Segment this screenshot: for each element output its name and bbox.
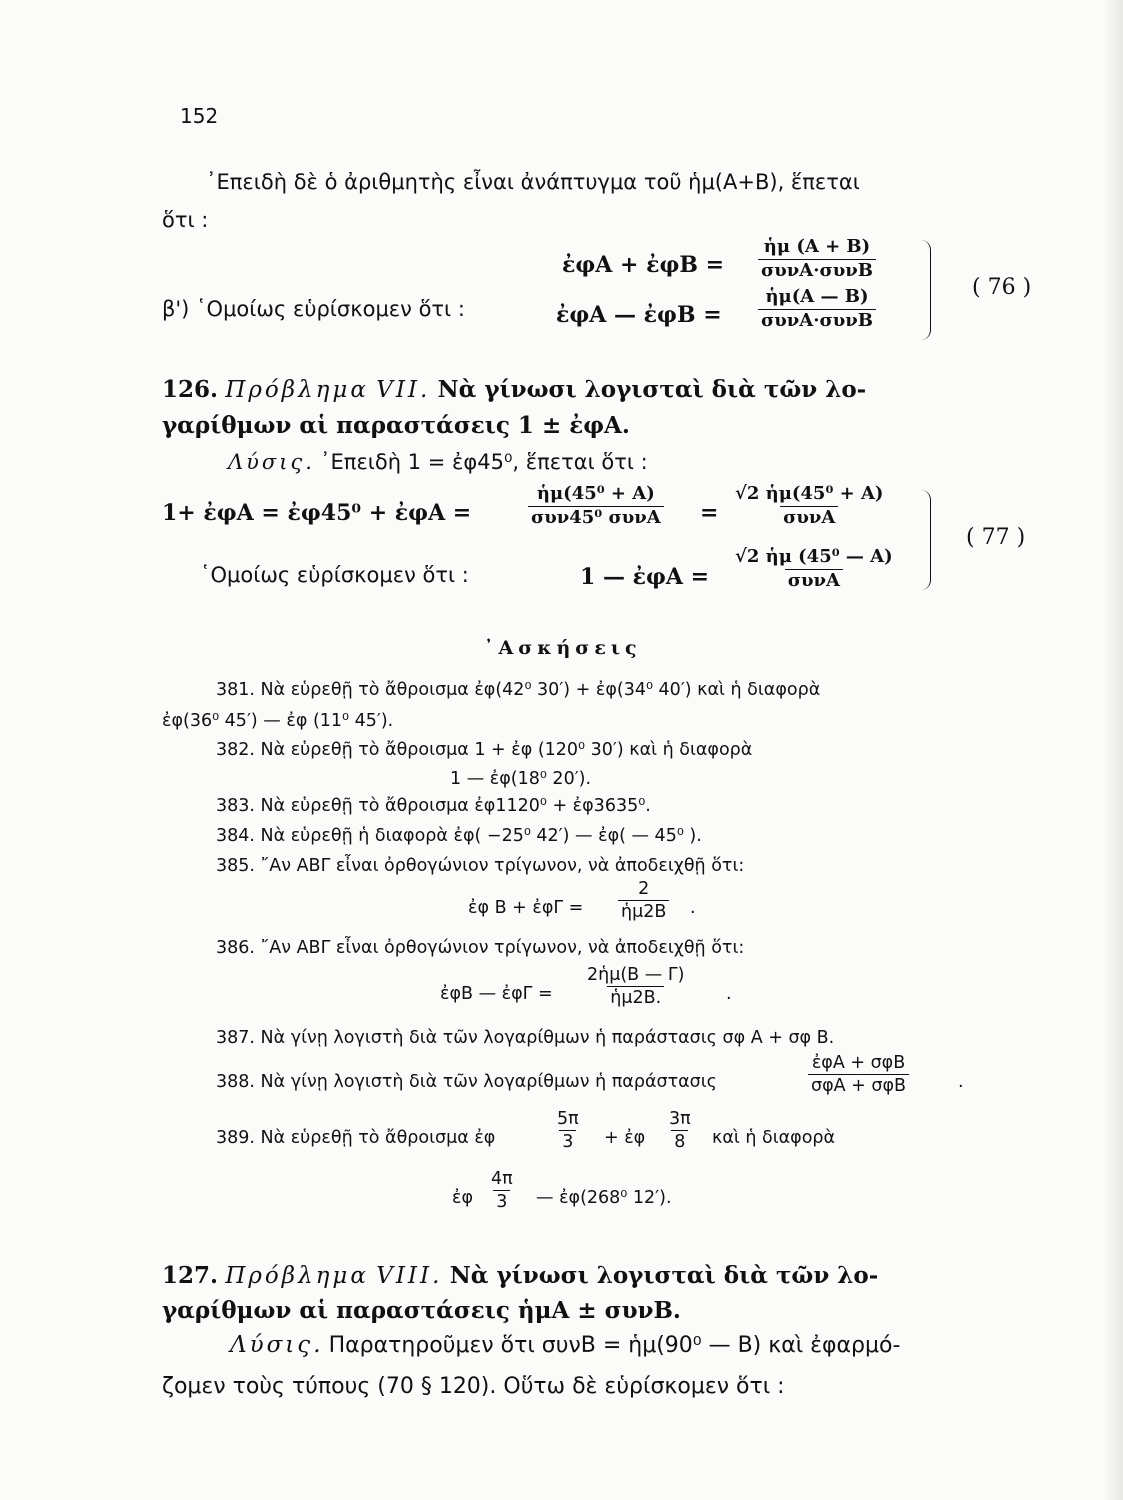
exercise-389-part-c: καὶ ἡ διαφορὰ <box>712 1128 836 1148</box>
eq77-fraction-2-numerator: √2 ἡμ(45⁰ + Α) <box>735 483 884 504</box>
problem126-roman: VΙΙ. <box>376 377 431 403</box>
exercise-388: 388. Νὰ γίνῃ λογιστὴ διὰ τῶν λογαρίθμων ἡ παράστασις <box>216 1072 717 1092</box>
exercise-389-part-b: + ἐφ <box>604 1128 646 1148</box>
exercise-389-fraction-3-denominator: 3 <box>493 1190 510 1211</box>
problem126-line2: γαρίθμων αἱ παραστάσεις 1 ± ἐφΑ. <box>162 412 630 439</box>
exercise-385: 385. ῎Αν ΑΒΓ εἶναι ὀρθογώνιον τρίγωνον, νὰ ἀποδειχθῇ ὅτι: <box>216 856 745 876</box>
exercise-386-lhs: ἐφΒ — ἐφΓ = <box>440 984 553 1004</box>
exercise-386: 386. ῎Αν ΑΒΓ εἶναι ὀρθογώνιον τρίγωνον, νὰ ἀποδειχθῇ ὅτι: <box>216 938 745 958</box>
exercise-389-fraction-2-denominator: 8 <box>671 1130 688 1151</box>
exercise-385-denominator: ἡμ2Β <box>618 900 669 921</box>
problem126-lysis-text: ᾿Επειδὴ 1 = ἐφ45⁰, ἕπεται ὅτι : <box>320 450 648 474</box>
problem127-lysis-text: Παρατηροῦμεν ὅτι συνΒ = ἡμ(90⁰ — Β) καὶ ἐφαρμό- <box>328 1333 901 1358</box>
eq76-row1-lhs: ἐφΑ + ἐφΒ = <box>562 252 725 278</box>
eq77-label-row2: ῾Ομοίως εὑρίσκομεν ὅτι : <box>200 563 469 587</box>
eq77-number: ( 77 ) <box>966 525 1026 550</box>
eq76-row1-denominator: συνΑ·συνΒ <box>758 259 876 281</box>
problem127-line3: ζομεν τοὺς τύπους (70 § 120). Οὕτω δὲ εὑρίσκομεν ὅτι : <box>162 1374 785 1399</box>
problem126-title <box>162 376 866 403</box>
eq77-fraction-1-numerator: ἡμ(45⁰ + Α) <box>536 483 655 504</box>
exercise-383: 383. Νὰ εὑρεθῇ τὸ ἄθροισμα ἐφ1120⁰ + ἐφ3635⁰. <box>216 796 651 816</box>
eq77-fraction-3-numerator: √2 ἡμ (45⁰ — Α) <box>735 546 893 567</box>
problem127-lysis-word: Λύσις. <box>230 1332 324 1358</box>
exercise-385-lhs: ἐφ Β + ἐφΓ = <box>468 898 584 918</box>
eq77-fraction-3-denominator: συνΑ <box>785 569 843 591</box>
eq76-row1-fraction <box>758 238 876 281</box>
exercise-387: 387. Νὰ γίνῃ λογιστὴ διὰ τῶν λογαρίθμων ἡ παράστασις σφ Α + σφ Β. <box>216 1028 835 1048</box>
exercise-386-denominator: ἡμ2Β. <box>607 986 664 1007</box>
problem126-word: Πρόβλημα <box>225 377 369 403</box>
problem126-lysis <box>228 450 648 474</box>
exercise-389-fraction-1 <box>554 1110 582 1152</box>
problem127-roman: VΙΙΙ. <box>376 1263 443 1289</box>
exercise-382-line-2: 1 — ἐφ(18⁰ 20′). <box>450 769 592 789</box>
exercise-381-line-2: ἐφ(36⁰ 45′) — ἐφ (11⁰ 45′). <box>162 711 394 731</box>
exercise-385-end: . <box>690 898 696 918</box>
exercise-385-numerator: 2 <box>638 879 650 899</box>
eq77-brace <box>918 490 931 590</box>
exercise-388-numerator: ἐφΑ + σφΒ <box>811 1053 906 1073</box>
exercises-heading: ᾿Ασκήσεις <box>484 637 642 659</box>
exercise-382-line-1: 382. Νὰ εὑρεθῇ τὸ ἄθροισμα 1 + ἐφ (120⁰ 30′) καὶ ἡ διαφορὰ <box>216 740 753 760</box>
eq77-fraction-2 <box>732 485 886 528</box>
eq76-brace <box>918 240 931 340</box>
eq76-number: ( 76 ) <box>972 275 1032 300</box>
exercise-386-fraction <box>584 966 687 1008</box>
problem126-title-rest: Νὰ γίνωσι λογισταὶ διὰ τῶν λο- <box>437 376 867 403</box>
exercise-386-end: . <box>726 984 732 1004</box>
exercise-386-numerator: 2ἡμ(Β — Γ) <box>587 965 685 985</box>
problem127-title-rest: Νὰ γίνωσι λογισταὶ διὰ τῶν λο- <box>449 1262 879 1289</box>
exercise-389-fraction-2 <box>666 1110 694 1152</box>
problem127-number: 127. <box>162 1262 219 1289</box>
eq77-equals: = <box>700 500 719 526</box>
problem127-line2: γαρίθμων αἱ παραστάσεις ἡμΑ ± συνΒ. <box>162 1297 681 1324</box>
eq76-label-b: β') ῾Ομοίως εὑρίσκομεν ὅτι : <box>162 297 465 321</box>
page-number: 152 <box>180 104 219 128</box>
intro-line-1: ᾿Επειδὴ δὲ ὁ ἀριθμητὴς εἶναι ἀνάπτυγμα τοῦ ἡμ(Α+Β), ἕπεται <box>206 170 860 194</box>
exercise-384: 384. Νὰ εὑρεθῇ ἡ διαφορὰ ἐφ( −25⁰ 42′) — ἐφ( — 45⁰ ). <box>216 826 702 846</box>
eq76-row2-lhs: ἐφΑ — ἐφΒ = <box>556 302 722 328</box>
exercise-389-fraction-3 <box>488 1170 516 1212</box>
exercise-389-fraction-2-numerator: 3π <box>669 1109 691 1129</box>
exercise-389-part-e: — ἐφ(268⁰ 12′). <box>536 1188 672 1208</box>
page-gutter-shadow <box>1103 0 1123 1500</box>
intro-line-2: ὅτι : <box>162 208 209 232</box>
exercise-385-fraction <box>618 880 669 922</box>
exercise-389-part-d: ἐφ <box>452 1188 474 1208</box>
exercise-389-part-a: 389. Νὰ εὑρεθῇ τὸ ἄθροισμα ἐφ <box>216 1128 496 1148</box>
problem127-lysis <box>230 1332 900 1358</box>
exercise-389-fraction-1-denominator: 3 <box>559 1130 576 1151</box>
problem127-title <box>162 1262 878 1289</box>
eq77-fraction-1-denominator: συν45⁰ συνΑ <box>528 506 664 528</box>
exercise-389-fraction-3-numerator: 4π <box>491 1169 513 1189</box>
eq77-row1-lhs: 1+ ἐφΑ = ἐφ45⁰ + ἐφΑ = <box>162 500 472 526</box>
eq76-row2-denominator: συνΑ·συνΒ <box>758 309 876 331</box>
exercise-389-fraction-1-numerator: 5π <box>557 1109 579 1129</box>
exercise-388-denominator: σφΑ + σφΒ <box>808 1074 909 1095</box>
exercise-388-fraction <box>808 1054 909 1096</box>
exercise-388-end: . <box>958 1072 964 1092</box>
exercise-381-line-1: 381. Νὰ εὑρεθῇ τὸ ἄθροισμα ἐφ(42⁰ 30′) + ἐφ(34⁰ 40′) καὶ ἡ διαφορὰ <box>216 680 821 700</box>
eq76-row2-numerator: ἡμ(Α — Β) <box>765 286 869 307</box>
eq77-row2-lhs: 1 — ἐφΑ = <box>580 564 710 590</box>
eq76-row2-fraction <box>758 288 876 331</box>
eq76-row1-numerator: ἡμ (Α + Β) <box>763 236 871 257</box>
problem126-lysis-word: Λύσις. <box>228 450 315 474</box>
eq77-fraction-3 <box>732 548 896 591</box>
problem127-word: Πρόβλημα <box>225 1263 369 1289</box>
problem126-number: 126. <box>162 376 219 403</box>
eq77-fraction-1 <box>528 485 664 528</box>
eq77-fraction-2-denominator: συνΑ <box>780 506 838 528</box>
